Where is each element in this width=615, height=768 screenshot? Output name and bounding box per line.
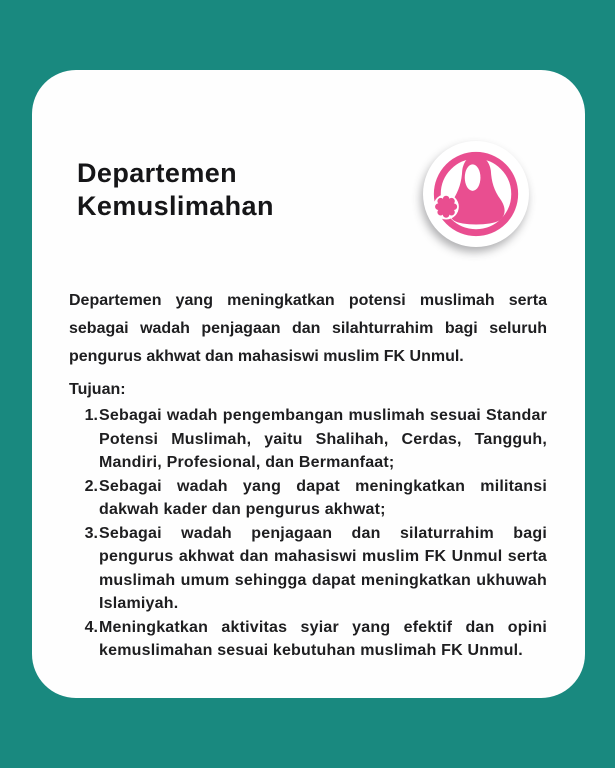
goals-list xyxy=(69,404,547,663)
card-content xyxy=(32,287,585,663)
goal-item: Sebagai wadah penjagaan dan silaturrahim bagi pengurus akhwat dan mahasiswi muslim FK Unmul serta muslimah umum sehingga dapat meningkatkan ukhuwah Islamiyah. xyxy=(99,524,547,612)
hijab-woman-icon-svg xyxy=(423,141,529,247)
goals-label: Tujuan: xyxy=(69,381,126,398)
goal-item: Meningkatkan aktivitas syiar yang efektif dan opini kemuslimahan sesuai kebutuhan muslimah FK Unmul. xyxy=(99,618,547,659)
intro-paragraph: Departemen yang meningkatkan potensi muslimah serta sebagai wadah penjagaan dan silahturrahim bagi seluruh pengurus akhwat dan mahasiswi muslim FK Unmul. xyxy=(69,292,547,365)
goal-item: Sebagai wadah pengembangan muslimah sesuai Standar Potensi Muslimah, yaitu Shalihah, Cerdas, Tangguh, Mandiri, Profesional, dan Bermanfaat; xyxy=(99,407,547,471)
card-header xyxy=(32,70,585,247)
hijab-woman-icon xyxy=(423,141,529,247)
goal-item: Sebagai wadah yang dapat meningkatkan militansi dakwah kader dan pengurus akhwat; xyxy=(99,477,547,518)
card xyxy=(32,70,585,698)
page-title: Departemen Kemuslimahan xyxy=(77,158,274,221)
